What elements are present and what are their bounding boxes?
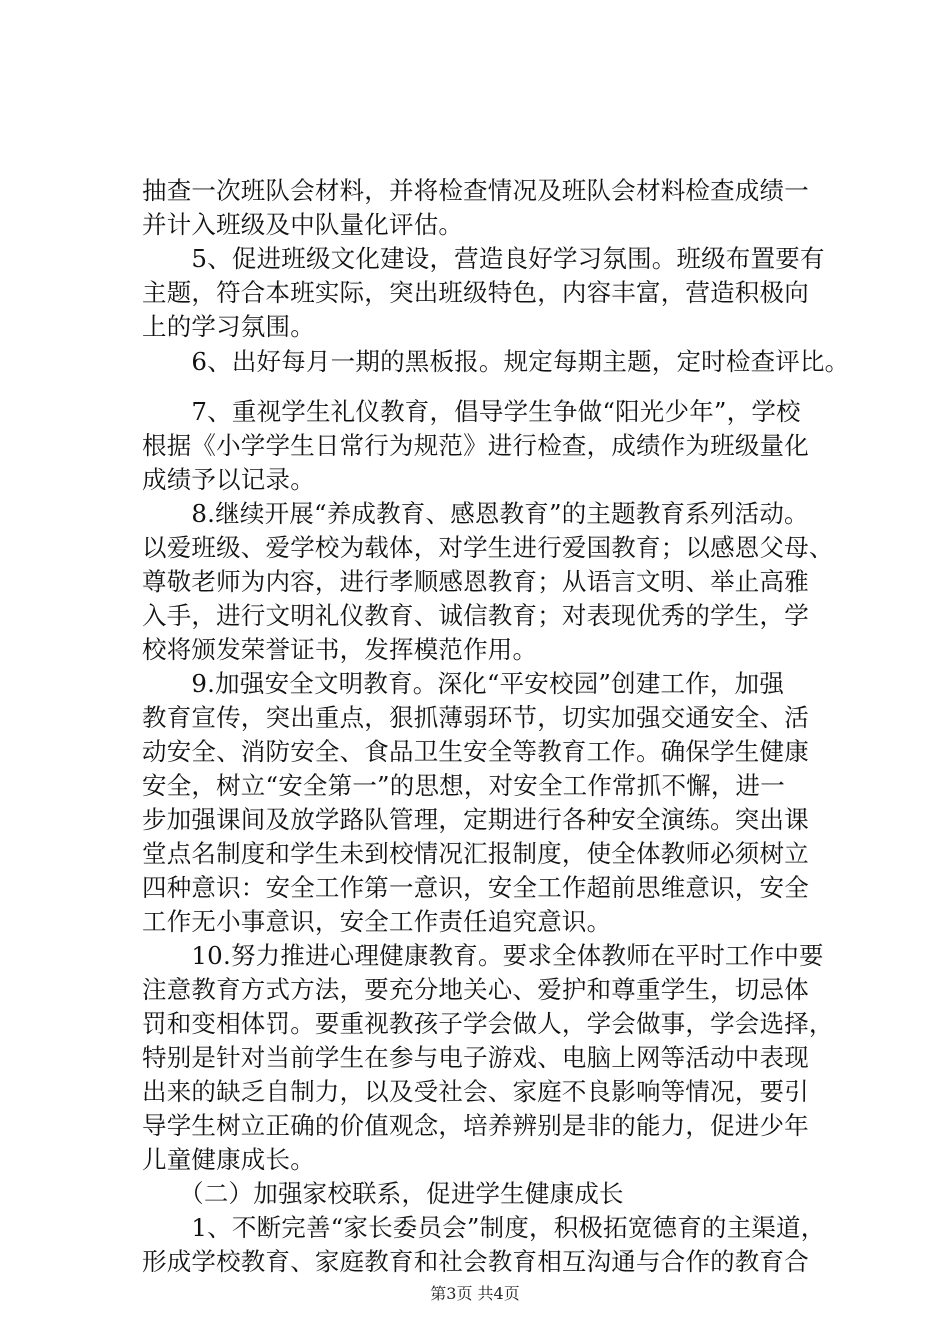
text-line: 7、重视学生礼仪教育，倡导学生争做“阳光少年”，学校: [142, 397, 801, 426]
text-line: 抽查一次班队会材料，并将检查情况及班队会材料检查成绩一: [142, 176, 809, 205]
text-line: 以爱班级、爱学校为载体，对学生进行爱国教育；以感恩父母、: [142, 533, 834, 562]
text-line: 形成学校教育、家庭教育和社会教育相互沟通与合作的教育合: [142, 1247, 809, 1276]
text-line: 步加强课间及放学路队管理，定期进行各种安全演练。突出课: [142, 805, 809, 834]
text-line: 导学生树立正确的价值观念，培养辨别是非的能力，促进少年: [142, 1111, 809, 1140]
section-heading: （二）加强家校联系，促进学生健康成长: [142, 1179, 624, 1208]
text-line: 儿童健康成长。: [142, 1145, 315, 1174]
text-line: 罚和变相体罚。要重视教孩子学会做人，学会做事，学会选择，: [142, 1009, 834, 1038]
text-line: 成绩予以记录。: [142, 465, 315, 494]
text-line: 8.继续开展“养成教育、感恩教育”的主题教育系列活动。: [142, 499, 809, 528]
text-line: 四种意识：安全工作第一意识，安全工作超前思维意识，安全: [142, 873, 809, 902]
text-line: 6、出好每月一期的黑板报。规定每期主题，定时检查评比。: [142, 347, 850, 376]
text-line: 出来的缺乏自制力，以及受社会、家庭不良影响等情况，要引: [142, 1077, 809, 1106]
text-line: 1、不断完善“家长委员会”制度，积极拓宽德育的主渠道，: [142, 1213, 826, 1242]
page-number-footer: 第3页 共4页: [430, 1284, 520, 1303]
text-line: 教育宣传，突出重点，狠抓薄弱环节，切实加强交通安全、活: [142, 703, 809, 732]
text-line: 9.加强安全文明教育。深化“平安校园”创建工作，加强: [142, 669, 785, 698]
text-line: 主题，符合本班实际，突出班级特色，内容丰富，营造积极向: [142, 278, 809, 307]
text-line: 特别是针对当前学生在参与电子游戏、电脑上网等活动中表现: [142, 1043, 809, 1072]
text-line: 注意教育方式方法，要充分地关心、爱护和尊重学生，切忌体: [142, 975, 809, 1004]
text-line: 根据《小学学生日常行为规范》进行检查，成绩作为班级量化: [142, 431, 809, 460]
text-line: 校将颁发荣誉证书，发挥模范作用。: [142, 635, 538, 664]
text-line: 5、促进班级文化建设，营造良好学习氛围。班级布置要有: [142, 244, 825, 273]
text-line: 堂点名制度和学生未到校情况汇报制度，使全体教师必须树立: [142, 839, 809, 868]
text-line: 动安全、消防安全、食品卫生安全等教育工作。确保学生健康: [142, 737, 809, 766]
text-line: 入手，进行文明礼仪教育、诚信教育；对表现优秀的学生，学: [142, 601, 809, 630]
text-line: 尊敬老师为内容，进行孝顺感恩教育；从语言文明、举止高雅: [142, 567, 809, 596]
text-line: 工作无小事意识，安全工作责任追究意识。: [142, 907, 612, 936]
text-line: 安全，树立“安全第一”的思想，对安全工作常抓不懈，进一: [142, 771, 785, 800]
text-line: 10.努力推进心理健康教育。要求全体教师在平时工作中要: [142, 941, 824, 970]
text-line: 上的学习氛围。: [142, 312, 315, 341]
text-line: 并计入班级及中队量化评估。: [142, 210, 464, 239]
